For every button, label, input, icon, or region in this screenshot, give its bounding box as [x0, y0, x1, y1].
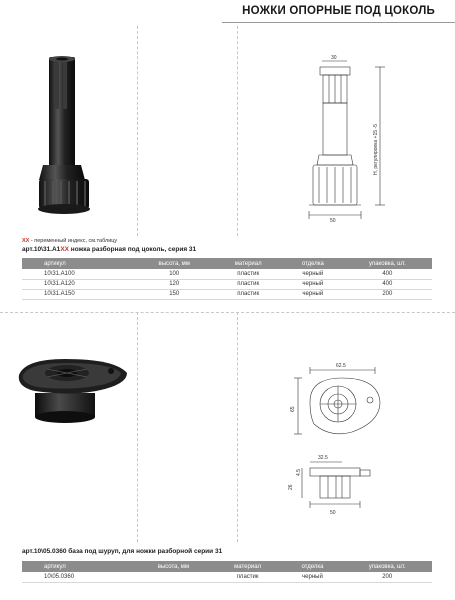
page-title: НОЖКИ ОПОРНЫЕ ПОД ЦОКОЛЬ: [242, 5, 435, 17]
table-cell: 400: [343, 279, 432, 289]
col-header: артикул: [22, 561, 134, 572]
spec-table-base: [22, 561, 432, 583]
table-cell: 200: [343, 289, 432, 299]
table-row: [22, 572, 432, 582]
dimension-h1: 26: [288, 484, 294, 490]
table-cell: 10\31.A150: [22, 289, 135, 299]
table-cell: 10\31.A100: [22, 269, 135, 279]
table-cell: [134, 572, 213, 582]
divider-vertical: [137, 26, 138, 236]
table-cell: черный: [283, 289, 343, 299]
table-row: [22, 279, 432, 289]
product-photo-leg: [35, 55, 115, 225]
table-header-row: [22, 258, 432, 269]
table-cell: 10\05.0360: [22, 572, 134, 582]
col-header: отделка: [283, 258, 343, 269]
header-rule: [222, 22, 455, 23]
table-cell: 150: [135, 289, 213, 299]
section1-title: арт.10\31.A1XX ножка разборная под цоколь, серия 31: [22, 246, 197, 253]
table-header-row: [22, 561, 432, 572]
table-cell: черный: [283, 279, 343, 289]
divider-horizontal: [0, 312, 455, 313]
col-header: материал: [213, 258, 282, 269]
col-header: отделка: [282, 561, 342, 572]
table-cell: пластик: [213, 289, 282, 299]
table-row: [22, 269, 432, 279]
dimension-top: 30: [331, 55, 337, 61]
table-cell: 400: [343, 269, 432, 279]
table-cell: черный: [282, 572, 342, 582]
spec-table-legs: [22, 258, 432, 300]
divider-vertical: [137, 312, 138, 542]
table-cell: черный: [283, 269, 343, 279]
page-header: [0, 0, 455, 26]
dimension-h2: 4.5: [296, 469, 302, 476]
table-cell: 100: [135, 269, 213, 279]
product-photo-base: [15, 355, 130, 435]
divider-vertical: [237, 26, 238, 236]
table-cell: пластик: [213, 572, 283, 582]
col-header: высота, мм: [134, 561, 213, 572]
table-cell: 200: [342, 572, 432, 582]
dimension-bottom: 50: [330, 218, 336, 224]
dimension-height: H, регулировка +15 -5: [373, 124, 379, 175]
col-header: артикул: [22, 258, 135, 269]
table-cell: 120: [135, 279, 213, 289]
dimension-bottom: 50: [330, 510, 336, 516]
dimension-mid: 32.5: [318, 455, 328, 461]
col-header: упаковка, шт.: [342, 561, 432, 572]
table-cell: 10\31.A120: [22, 279, 135, 289]
variable-index-note: XX - переменный индекс, см.таблицу: [22, 238, 118, 244]
dimension-top: 62.5: [336, 363, 346, 369]
col-header: материал: [213, 561, 283, 572]
col-header: упаковка, шт.: [343, 258, 432, 269]
section2-title: арт.10\05.0360 база под шуруп, для ножки разборной серии 31: [22, 548, 223, 555]
technical-drawing-base: [280, 362, 390, 517]
technical-drawing-leg: [295, 55, 395, 225]
table-cell: пластик: [213, 279, 282, 289]
col-header: высота, мм: [135, 258, 213, 269]
table-cell: пластик: [213, 269, 282, 279]
table-row: [22, 289, 432, 299]
divider-vertical: [237, 312, 238, 542]
dimension-side: 65: [290, 406, 296, 412]
